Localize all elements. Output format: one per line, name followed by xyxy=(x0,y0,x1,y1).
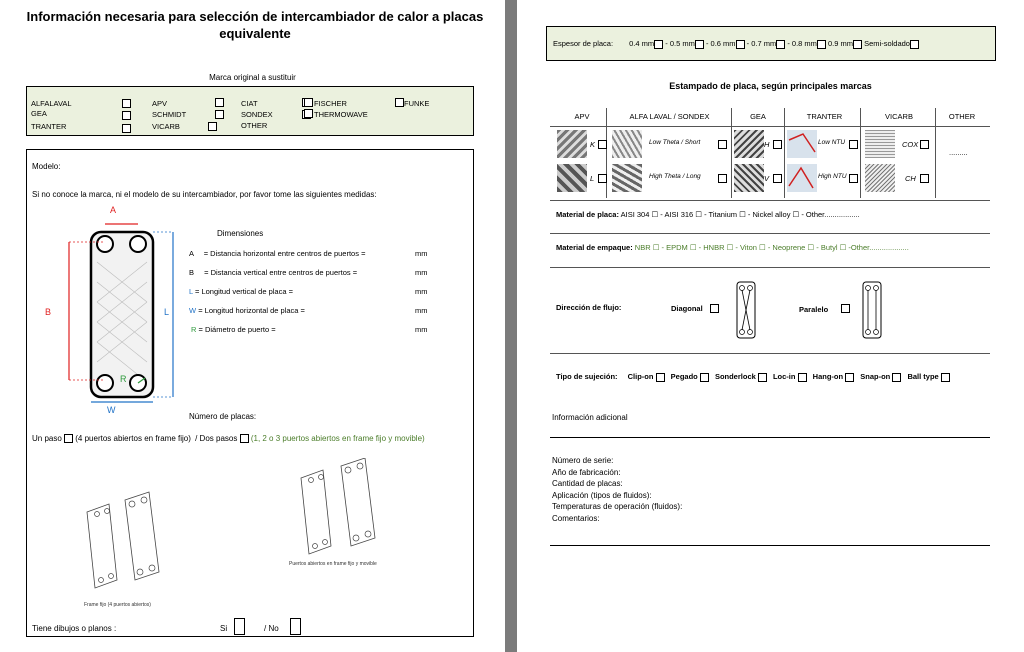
apv-l-checkbox[interactable] xyxy=(598,174,607,183)
operating-temperature-field[interactable]: Temperaturas de operación (fluidos): xyxy=(552,502,683,511)
brand-schmidt: SCHMIDT xyxy=(152,110,187,119)
alfa-high-theta-checkbox[interactable] xyxy=(718,174,727,183)
gea-v-pattern xyxy=(734,164,764,192)
brand-gea-checkbox[interactable] xyxy=(122,111,131,120)
divider xyxy=(731,108,732,198)
application-field[interactable]: Aplicación (tipos de fluidos): xyxy=(552,490,652,500)
clamp-pegado-checkbox[interactable] xyxy=(700,373,709,382)
plate-material-options: AISI 304 ☐ - AISI 316 ☐ - Titanium ☐ - Nickel alloy ☐ - Other................. xyxy=(620,210,860,219)
gea-h-code: H xyxy=(764,140,770,149)
thickness-box xyxy=(546,26,996,61)
plate-quantity-field[interactable]: Cantidad de placas: xyxy=(552,479,623,488)
thickness-row xyxy=(553,39,919,49)
thickness-0-4-checkbox[interactable] xyxy=(654,40,663,49)
divider xyxy=(550,200,990,201)
brand-tranter-checkbox[interactable] xyxy=(122,124,131,133)
thickness-semi-welded: Semi-soldado xyxy=(864,39,910,48)
drawings-no-box[interactable] xyxy=(290,618,301,635)
thickness-0-9: 0.9 mm xyxy=(828,39,854,48)
dim-unit-w: mm xyxy=(415,306,428,315)
divider xyxy=(550,233,990,234)
flow-parallel-checkbox[interactable] xyxy=(841,304,850,313)
clamp-ball-type-checkbox[interactable] xyxy=(941,373,950,382)
two-pass-label: / Dos pasos xyxy=(195,434,238,443)
brand-section-title: Marca original a sustituir xyxy=(209,73,296,82)
vicarb-ch-code: CH xyxy=(905,174,916,183)
brand-vicarb-checkbox[interactable] xyxy=(208,122,217,131)
clamp-clip-on-checkbox[interactable] xyxy=(656,373,665,382)
alfa-high-theta-code: High Theta / Long xyxy=(649,173,701,180)
extra-fields xyxy=(552,455,682,524)
clamp-sonderlock: Sonderlock xyxy=(714,372,756,381)
one-pass-checkbox[interactable] xyxy=(64,434,73,443)
dim-row-l xyxy=(189,287,293,296)
brand-apv-checkbox[interactable] xyxy=(215,98,224,107)
flow-direction-label: Dirección de flujo: xyxy=(556,303,622,312)
apv-l-code: L xyxy=(590,174,595,183)
dim-key-w: W xyxy=(189,306,197,315)
caption-fixed-frame: Frame fijo (4 puertos abiertos) xyxy=(84,602,151,608)
one-pass-desc: (4 puertos abiertos en frame fijo) xyxy=(75,434,191,443)
divider xyxy=(550,437,990,438)
clamp-pegado: Pegado xyxy=(670,372,698,381)
stamping-title: Estampado de placa, según principales marcas xyxy=(669,81,872,91)
additional-info-label: Información adicional xyxy=(552,413,628,422)
drawings-no-label: / No xyxy=(264,624,279,633)
brand-vicarb: VICARB xyxy=(152,122,180,131)
alfa-high-theta-pattern xyxy=(612,164,642,192)
clamp-sonderlock-checkbox[interactable] xyxy=(758,373,767,382)
diagram-label-w: W xyxy=(107,405,116,415)
gea-h-checkbox[interactable] xyxy=(773,140,782,149)
drawings-label: Tiene dibujos o planos : xyxy=(32,624,117,633)
dim-text-r: = Diámetro de puerto = xyxy=(198,325,276,334)
brand-fischer-checkbox[interactable] xyxy=(304,98,313,107)
dim-row-r xyxy=(191,325,276,334)
thickness-0-7: - 0.7 mm xyxy=(746,39,777,48)
brand-sondex: SONDEX xyxy=(241,110,273,119)
clamp-clip-on: Clip-on xyxy=(627,372,654,381)
gasket-material-label: Material de empaque: xyxy=(556,243,633,252)
dimensions-title: Dimensiones xyxy=(217,229,264,238)
brand-apv: APV xyxy=(152,99,168,108)
divider xyxy=(784,108,785,198)
model-label: Modelo: xyxy=(32,162,61,171)
flow-diagonal-checkbox[interactable] xyxy=(710,304,719,313)
thickness-0-9-checkbox[interactable] xyxy=(853,40,862,49)
header-alfa-laval: ALFA LAVAL / SONDEX xyxy=(629,112,710,121)
diagram-label-l: L xyxy=(164,307,170,317)
tranter-low-ntu-pattern xyxy=(787,130,817,158)
thickness-0-6-checkbox[interactable] xyxy=(736,40,745,49)
alfa-low-theta-code: Low Theta / Short xyxy=(649,139,701,146)
divider xyxy=(550,545,990,546)
clamp-loc-in-checkbox[interactable] xyxy=(798,373,807,382)
apv-l-pattern xyxy=(557,164,587,192)
caption-movable-frame: Puertos abiertos en frame fijo y movible xyxy=(289,561,377,567)
clamp-snap-on-checkbox[interactable] xyxy=(892,373,901,382)
plate-material-row xyxy=(556,210,860,219)
dim-unit-r: mm xyxy=(415,325,428,334)
clamp-ball-type: Ball type xyxy=(907,372,939,381)
brand-alfalaval-checkbox[interactable] xyxy=(122,99,131,108)
header-vicarb: VICARB xyxy=(885,112,913,121)
instructions-text: Si no conoce la marca, ni el modelo de su intercambiador, por favor tome las siguientes medidas: xyxy=(32,190,377,199)
divider xyxy=(860,108,861,198)
diagram-label-r: R xyxy=(120,374,127,384)
gasket-material-row xyxy=(556,243,909,252)
thickness-label: Espesor de placa: xyxy=(553,39,614,48)
flow-parallel-label: Paralelo xyxy=(799,305,829,314)
form-page-2 xyxy=(517,0,1024,652)
two-pass-checkbox[interactable] xyxy=(240,434,249,443)
dim-row-a xyxy=(189,249,365,258)
dim-text-a: = Distancia horizontal entre centros de puertos = xyxy=(203,249,366,258)
flow-diagonal-label: Diagonal xyxy=(671,304,703,313)
apv-k-pattern xyxy=(557,130,587,158)
diagram-label-b: B xyxy=(45,307,52,317)
header-gea: GEA xyxy=(750,112,766,121)
apv-k-checkbox[interactable] xyxy=(598,140,607,149)
plates-count-label: Número de placas: xyxy=(189,412,257,421)
dim-unit-a: mm xyxy=(415,249,428,258)
drawings-yes-label: Si xyxy=(220,624,228,633)
parallel-flow-icon xyxy=(861,280,883,340)
vicarb-cox-checkbox[interactable] xyxy=(920,140,929,149)
thickness-0-7-checkbox[interactable] xyxy=(776,40,785,49)
divider xyxy=(935,108,936,198)
thickness-0-5: - 0.5 mm xyxy=(665,39,695,48)
dim-text-w: = Longitud horizontal de placa = xyxy=(198,306,305,315)
alfa-low-theta-pattern xyxy=(612,130,642,158)
thickness-semi-welded-checkbox[interactable] xyxy=(910,40,919,49)
vicarb-ch-checkbox[interactable] xyxy=(920,174,929,183)
dim-row-w xyxy=(189,306,305,315)
two-pass-desc: (1, 2 o 3 puertos abiertos en frame fijo y movible) xyxy=(250,434,425,443)
brand-selection-box xyxy=(26,86,474,136)
vicarb-ch-pattern xyxy=(865,164,895,192)
clamp-type-row xyxy=(556,372,950,382)
brand-thermowave: THERMOWAVE xyxy=(314,110,368,119)
dim-text-l: = Longitud vertical de placa = xyxy=(195,287,293,296)
header-tranter: TRANTER xyxy=(806,112,843,121)
divider xyxy=(606,108,607,198)
brand-schmidt-checkbox[interactable] xyxy=(215,110,224,119)
clamp-hang-on-checkbox[interactable] xyxy=(845,373,854,382)
brand-other: OTHER xyxy=(241,121,268,130)
diagonal-flow-icon xyxy=(735,280,757,340)
gea-h-pattern xyxy=(734,130,764,158)
plate-material-label: Material de placa: xyxy=(556,210,619,219)
header-apv: APV xyxy=(574,112,590,121)
alfa-low-theta-checkbox[interactable] xyxy=(718,140,727,149)
brand-ciat: CIAT xyxy=(241,99,258,108)
serial-number-field[interactable]: Número de serie: xyxy=(552,456,614,465)
vicarb-cox-pattern xyxy=(865,130,895,158)
dim-key-l: L xyxy=(189,287,193,296)
brand-fischer: FISCHER xyxy=(314,99,347,108)
diagram-label-a: A xyxy=(110,205,117,215)
divider xyxy=(550,267,990,268)
brand-funke: FUNKE xyxy=(404,99,430,108)
gea-v-checkbox[interactable] xyxy=(773,174,782,183)
brand-gea: GEA xyxy=(31,109,47,118)
thickness-0-8-checkbox[interactable] xyxy=(817,40,826,49)
form-page-1 xyxy=(0,0,505,652)
dim-row-b xyxy=(189,268,357,277)
one-pass-label: Un paso xyxy=(32,434,62,443)
thickness-0-6: - 0.6 mm xyxy=(705,39,736,48)
thickness-0-5-checkbox[interactable] xyxy=(695,40,704,49)
tranter-low-ntu-code: Low NTU xyxy=(818,139,846,146)
dim-unit-l: mm xyxy=(415,287,428,296)
thickness-0-4: 0.4 mm xyxy=(629,39,655,48)
clamp-snap-on: Snap-on xyxy=(860,372,891,381)
other-blank: ......... xyxy=(949,148,968,157)
gasket-material-options: NBR ☐ - EPDM ☐ - HNBR ☐ - Viton ☐ - Neoprene ☐ - Butyl ☐ -Other................... xyxy=(634,243,909,252)
page-title: Información necesaria para selección de intercambiador de calor a placas equivalente xyxy=(26,9,484,41)
brand-thermowave-checkbox[interactable] xyxy=(304,109,313,118)
drawings-yes-box[interactable] xyxy=(234,618,245,635)
divider xyxy=(550,353,990,354)
tranter-high-ntu-pattern xyxy=(787,164,817,192)
fixed-frame-plates-drawing xyxy=(77,490,177,600)
thickness-0-8: - 0.8 mm xyxy=(787,39,817,48)
measurements-box xyxy=(26,149,474,637)
vicarb-cox-code: COX xyxy=(902,140,919,149)
tranter-high-ntu-code: High NTU xyxy=(818,173,847,180)
dim-key-a: A xyxy=(189,249,194,258)
brand-tranter: TRANTER xyxy=(31,122,67,131)
dim-unit-b: mm xyxy=(415,268,428,277)
tranter-high-ntu-checkbox[interactable] xyxy=(849,174,858,183)
dim-text-b: = Distancia vertical entre centros de puertos = xyxy=(204,268,358,277)
gea-v-code: V xyxy=(764,174,770,183)
header-other: OTHER xyxy=(948,112,976,121)
clamp-hang-on: Hang-on xyxy=(812,372,844,381)
clamp-loc-in: Loc-in xyxy=(772,372,796,381)
dim-key-r: R xyxy=(191,325,197,334)
pass-selection xyxy=(32,434,425,443)
clamp-type-label: Tipo de sujeción: xyxy=(556,372,618,381)
tranter-low-ntu-checkbox[interactable] xyxy=(849,140,858,149)
dim-key-b: B xyxy=(189,268,195,277)
comments-field[interactable]: Comentarios: xyxy=(552,513,600,523)
brand-funke-checkbox[interactable] xyxy=(395,98,404,107)
apv-k-code: K xyxy=(590,140,596,149)
manufacture-year-field[interactable]: Año de fabricación: xyxy=(552,467,621,477)
brand-alfalaval: ALFALAVAL xyxy=(31,99,72,108)
divider xyxy=(550,126,990,127)
movable-frame-plates-drawing xyxy=(289,458,389,568)
